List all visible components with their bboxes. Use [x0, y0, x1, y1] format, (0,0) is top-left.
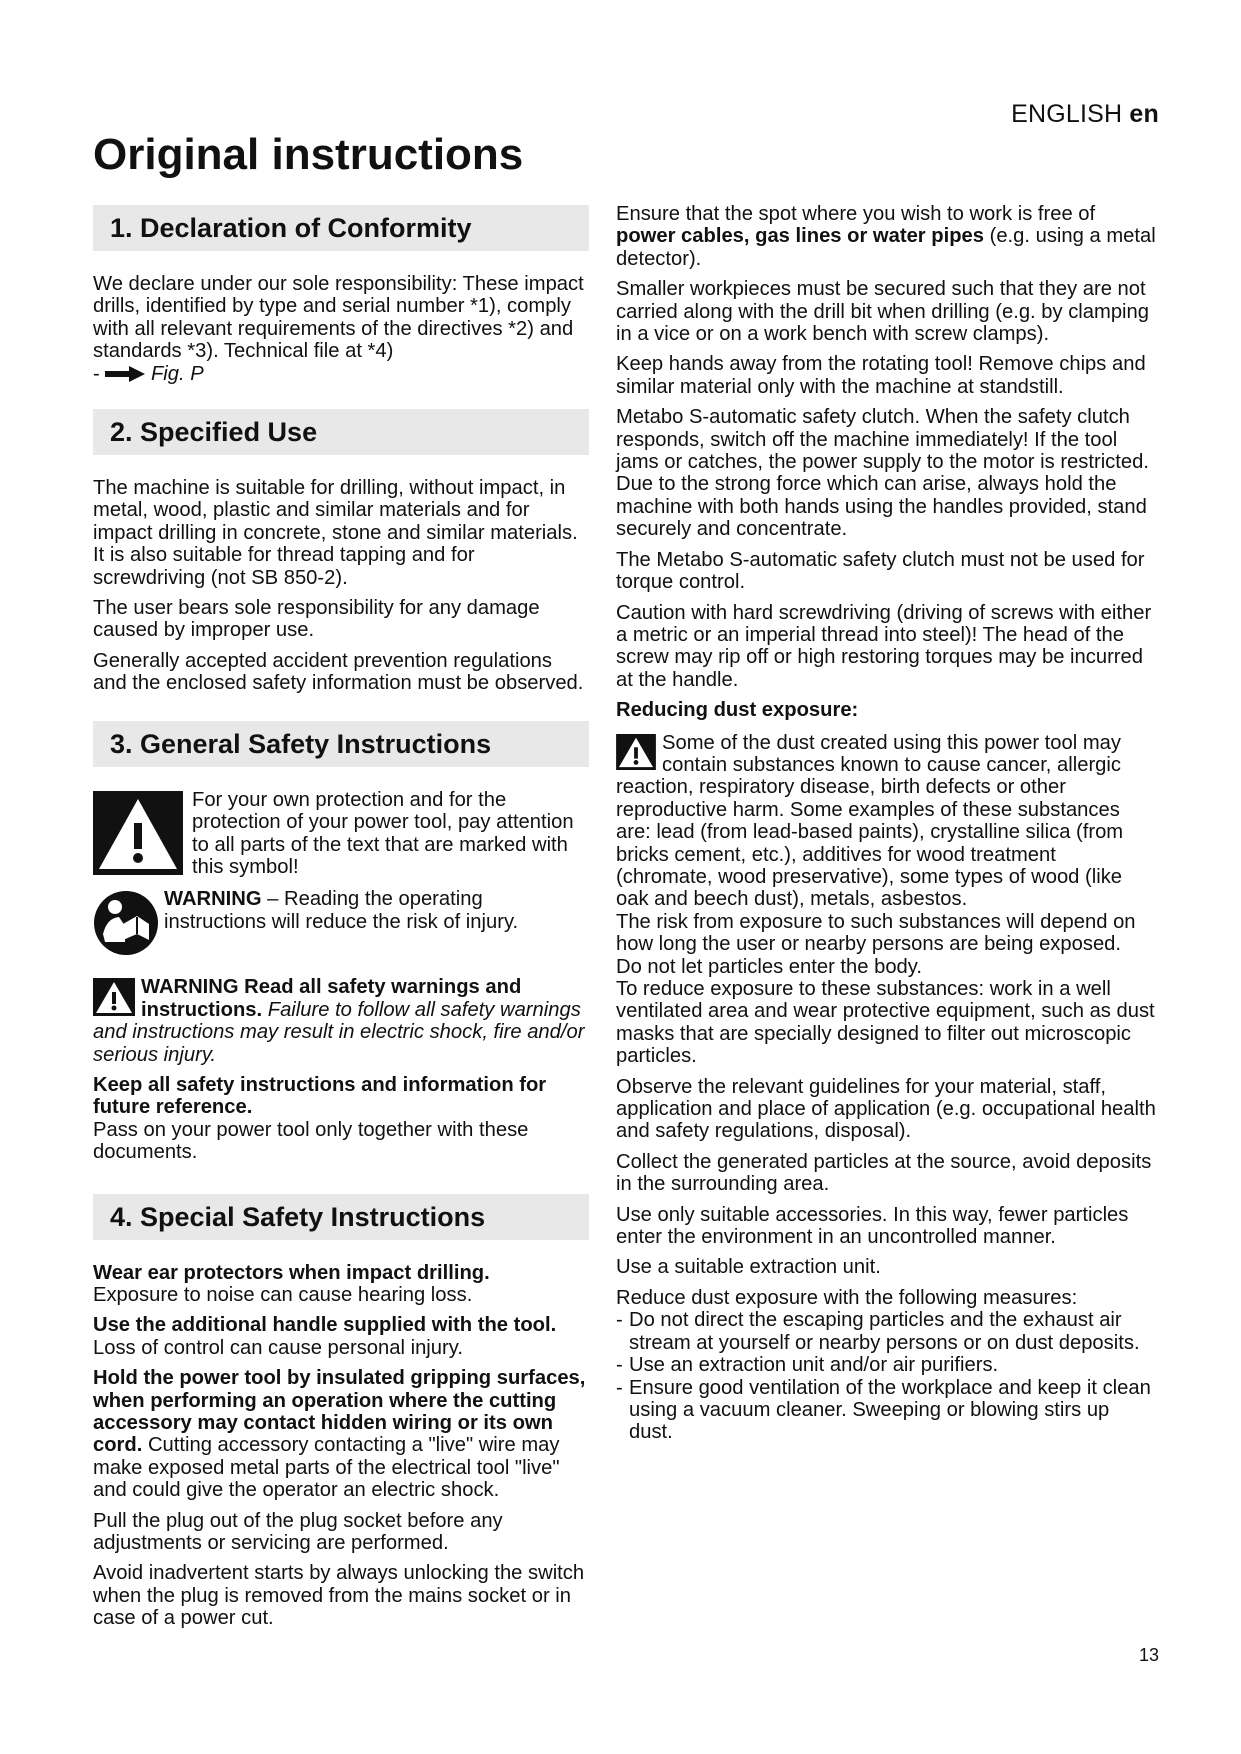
- specified-use-text: The machine is suitable for drilling, without impact, in metal, wood, plastic and similar materials and for impact drilling in concrete, stone and similar materials. It is also suitable for thread tapping and for screwdriving (not SB 850-2).: [93, 477, 578, 589]
- additional-handle: Use the additional handle supplied with the tool. Loss of control can cause personal injury.: [93, 1314, 557, 1359]
- responsibility-text: The user bears sole responsibility for any damage caused by improper use.: [93, 597, 540, 642]
- list-item: - Ensure good ventilation of the workplace and keep it clean using a vacuum cleaner. Sweeping or blowing stirs up dust.: [616, 1377, 1156, 1444]
- page-number: 13: [1138, 1645, 1159, 1665]
- dust-measures-list: [616, 1309, 1156, 1443]
- keep-hands-away: Keep hands away from the rotating tool! Remove chips and similar material only with the machine at standstill.: [616, 353, 1146, 398]
- list-item: - Use an extraction unit and/or air purifiers.: [616, 1354, 1156, 1376]
- reduce-intro: Reduce dust exposure with the following measures:: [616, 1286, 1078, 1309]
- extraction-unit: Use a suitable extraction unit.: [616, 1256, 881, 1279]
- check-spot: Ensure that the spot where you wish to work is free of power cables, gas lines or water pipes (e.g. using a metal detector).: [616, 203, 1156, 270]
- read-all-warnings: WARNING Read all safety warnings and instructions. Failure to follow all safety warnings and instructions may result in electric shock, fire and/or serious injury.: [93, 976, 585, 1066]
- ear-protectors: Wear ear protectors when impact drilling. Exposure to noise can cause hearing loss.: [93, 1261, 490, 1306]
- list-item: - Do not direct the escaping particles and the exhaust air stream at yourself or nearby persons or on dust deposits.: [616, 1309, 1156, 1354]
- section-heading-special-safety: 4. Special Safety Instructions: [93, 1194, 589, 1240]
- safety-clutch: Metabo S-automatic safety clutch. When the safety clutch responds, switch off the machine immediately! If the tool jams or catches, the power supply to the motor is restricted. Due to the strong force which can arise, always hold the machine with both hands using the handles provided, stand securely and concentrate.: [616, 406, 1149, 541]
- declaration-text: We declare under our sole responsibility: These impact drills, identified by type and serial number *1), comply with all relevant requirements of the directives *2) and standards *3). Technical file at *4) - Fig. P: [93, 273, 584, 385]
- dust-reduce-exposure: To reduce exposure to these substances: work in a well ventilated area and wear protective equipment, such as dust masks that are specially designed to filter out microscopic particles.: [616, 978, 1155, 1068]
- safety-symbol-text: For your own protection and for the protection of your power tool, pay attention to all parts of the text that are marked with this symbol!: [192, 788, 574, 878]
- secure-workpieces: Smaller workpieces must be secured such that they are not carried along with the drill bit when drilling (e.g. by clamping in a vice or on a work bench with screw clamps).: [616, 278, 1149, 346]
- insulated-gripping: Hold the power tool by insulated gripping surfaces, when performing an operation where the cutting accessory may contact hidden wiring or its own cord. Cutting accessory contacting a "live" wire may make exposed metal parts of the electrical tool "live" and could give the operator an electric shock.: [93, 1367, 586, 1502]
- pull-plug: Pull the plug out of the plug socket before any adjustments or servicing are performed.: [93, 1509, 503, 1555]
- keep-instructions: Keep all safety instructions and information for future reference. Pass on your power tool only together with these documents.: [93, 1073, 547, 1164]
- right-column: [616, 203, 1156, 1444]
- dust-risk: The risk from exposure to such substances will depend on how long the user or nearby persons are being exposed.: [616, 910, 1136, 956]
- left-column: [93, 205, 589, 1638]
- suitable-accessories: Use only suitable accessories. In this way, fewer particles enter the environment in an uncontrolled manner.: [616, 1203, 1129, 1249]
- language-label: [1011, 100, 1159, 129]
- dust-body: Do not let particles enter the body.: [616, 955, 922, 978]
- page-title: Original instructions: [93, 130, 524, 179]
- dust-heading: Reducing dust exposure:: [616, 699, 859, 722]
- safety-symbol-block: [93, 789, 589, 879]
- section-heading-specified-use: 2. Specified Use: [93, 409, 589, 455]
- avoid-starts: Avoid inadvertent starts by always unlocking the switch when the plug is removed from the mains socket or in case of a power cut.: [93, 1562, 585, 1630]
- warning-triangle-small-icon: [93, 978, 135, 1016]
- read-manual-block: [93, 888, 589, 960]
- dust-substances: Some of the dust created using this power tool may contain substances known to cause cancer, allergic reaction, respiratory disease, birth defects or other reproductive harm. Some examples of these substances are: lead (from lead-based paints), crystalline silica (from bricks cement, etc.), additives for wood treatment (chromate, wood preservative), some types of wood (like oak and beech dust), metals, asbestos.: [616, 731, 1124, 911]
- warning-label: WARNING: [164, 888, 262, 911]
- warning-triangle-small-icon: [616, 734, 656, 770]
- section-heading-declaration: 1. Declaration of Conformity: [93, 205, 589, 251]
- language-name: ENGLISH: [1011, 100, 1123, 128]
- warning-text: – Reading the operating instructions will reduce the risk of injury.: [164, 888, 519, 933]
- arrow-right-icon: [105, 366, 145, 382]
- torque-control: The Metabo S-automatic safety clutch must not be used for torque control.: [616, 548, 1145, 594]
- observe-guidelines: Observe the relevant guidelines for your material, staff, application and place of application (e.g. occupational health and safety regulations, disposal).: [616, 1075, 1156, 1143]
- collect-particles: Collect the generated particles at the source, avoid deposits in the surrounding area.: [616, 1150, 1152, 1196]
- language-code: en: [1129, 100, 1159, 128]
- figure-reference: Fig. P: [150, 362, 204, 385]
- hard-screwdriving: Caution with hard screwdriving (driving of screws with either a metric or an imperial thread into steel)! The head of the screw may rip off or high restoring torques may be incurred at the handle.: [616, 601, 1152, 691]
- warning-triangle-icon: [93, 791, 183, 875]
- accident-prevention-text: Generally accepted accident prevention regulations and the enclosed safety information must be observed.: [93, 649, 584, 695]
- section-heading-general-safety: 3. General Safety Instructions: [93, 721, 589, 767]
- read-manual-icon: [93, 890, 159, 956]
